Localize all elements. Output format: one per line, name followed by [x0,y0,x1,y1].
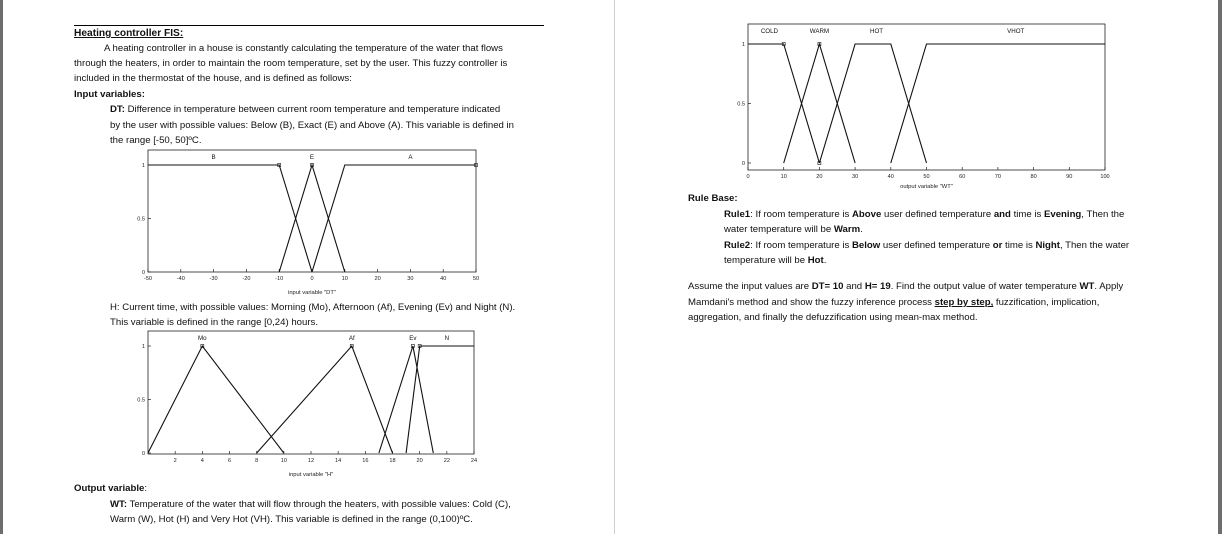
x-tick-label: 20 [816,174,823,180]
series-label-ev: Ev [409,335,417,342]
x-tick-label: 90 [1066,174,1073,180]
dt-description-line-2: by the user with possible values: Below (B), Exact (E) and Above (A). This variable is defined in [110,120,515,131]
plot-frame [148,150,476,272]
rule1-label: Rule1 [724,209,751,220]
x-axis-label: output variable "WT" [900,184,953,190]
y-tick-label: 0.5 [137,216,145,223]
x-tick-label: 30 [407,276,414,282]
rule-base-heading: Rule Base: [688,193,738,204]
wt-description-line-1 [110,497,511,512]
x-tick-label: 40 [440,276,447,282]
x-tick-label: 4 [200,458,204,464]
rule1-keyword-above: Above [851,209,882,220]
x-tick-label: -50 [143,276,153,282]
task-text-2: and [843,281,865,292]
task-text-5: Mamdani's method and show the fuzzy inference process [688,297,935,308]
x-tick-label: 8 [255,458,259,464]
x-tick-label: 16 [362,458,369,464]
rule2-keyword-below: Below [851,240,881,251]
x-tick-label: 0 [746,174,750,180]
membership-line-hot [819,44,926,163]
series-label-a: A [408,154,413,161]
h-label: H: [110,302,120,313]
series-label-af: Af [348,335,355,342]
y-tick-label: 0 [141,270,145,276]
x-tick-label: 70 [994,174,1002,180]
dt-description-line-1 [110,102,500,117]
dt-label: DT: [110,104,125,115]
membership-line-cold [748,44,819,163]
rule1-text-4: , Then the [1081,209,1125,220]
rule2-text-5: temperature will be [724,255,808,266]
x-tick-label: 10 [341,276,348,282]
x-tick-label: 20 [374,276,381,282]
rule1-keyword-warm: Warm [833,224,861,235]
y-tick-label: 0 [141,451,145,457]
task-wt-keyword: WT [1079,281,1095,292]
x-tick-label: 14 [335,458,342,464]
series-label-cold: COLD [760,28,779,35]
task-step-by-step: step by step, [934,297,994,308]
x-tick-label: 0 [310,276,314,282]
rule1-text-1: : If room temperature is [750,209,852,220]
task-line-2 [688,295,1099,310]
y-tick-label: 0.5 [137,397,145,404]
task-line-1 [688,279,1123,294]
membership-line-af [257,346,393,453]
x-tick-label: -10 [275,276,284,282]
rule2-label: Rule2 [724,240,751,251]
dt-description-line-3: the range [-50, 50]ºC. [110,135,202,146]
series-label-b: B [211,154,216,161]
x-tick-label: 30 [851,174,859,180]
x-tick-label: -20 [242,276,251,282]
x-tick-label: -30 [209,276,218,282]
series-label-vhot: VHOT [1007,28,1025,35]
membership-line-mo [148,346,284,453]
x-tick-label: 50 [923,174,930,180]
rule1-text-5: water temperature will be [724,224,834,235]
wt-label: WT: [110,499,128,510]
page-divider [614,0,615,534]
output-heading-text: Output variable [74,483,145,494]
y-tick-label: 1 [141,344,145,350]
x-axis-label: input variable "H" [288,472,334,478]
y-tick-label: 0.5 [737,101,745,108]
series-label-hot: HOT [869,28,884,35]
rule1-line-1 [724,207,1124,222]
intro-line-3: included in the thermostat of the house, and is defined as follows: [74,73,352,84]
task-text-3: . Find the output value of water temperature [890,281,1080,292]
x-tick-label: 40 [887,174,894,180]
membership-line-warm [784,44,855,163]
y-tick-label: 0 [741,161,745,167]
x-axis-label: input variable "DT" [288,290,336,296]
intro-line-2: through the heaters, in order to maintain the room temperature, set by the user. This fuzzy controller is [74,58,508,69]
series-label-n: N [444,335,450,342]
wt-description-line-2: Warm (W), Hot (H) and Very Hot (VH). This variable is defined in the range (0,100)ºC. [110,514,473,525]
x-tick-label: 12 [307,458,315,464]
wt-desc-1: Temperature of the water that will flow through the heaters, with possible values: Cold (C), [127,499,511,510]
intro-line-1: A heating controller in a house is constantly calculating the temperature of the water that flows [104,43,503,54]
h-desc-1: Current time, with possible values: Morning (Mo), Afternoon (Af), Evening (Ev) and Night (N). [119,302,516,313]
rule2-text-6: . [823,255,827,266]
rule2-text-4: , Then the water [1059,240,1130,251]
x-tick-label: 22 [443,458,450,464]
document-title: Heating controller FIS: [74,28,184,39]
x-tick-label: 10 [780,174,787,180]
x-tick-label: 18 [389,458,396,464]
h-description-line-2: This variable is defined in the range [0,24) hours. [110,317,318,328]
rule1-text-6: . [860,224,863,235]
rule1-keyword-and: and [993,209,1011,220]
x-tick-label: 24 [470,458,478,464]
x-tick-label: 80 [1030,174,1037,180]
x-tick-label: -40 [176,276,185,282]
rule1-line-2 [724,222,863,237]
x-tick-label: 6 [227,458,232,464]
rule2-keyword-or: or [992,240,1003,251]
membership-line-vhot [891,44,1105,163]
x-tick-label: 60 [959,174,966,180]
rule2-text-2: user defined temperature [880,240,993,251]
series-label-mo: Mo [198,335,207,342]
membership-line-a [312,165,476,272]
rule2-text-3: time is [1002,240,1036,251]
series-label-warm: WARM [809,28,830,35]
rule1-keyword-evening: Evening [1043,209,1082,220]
membership-line-ev [379,346,433,453]
x-tick-label: 100 [1100,174,1110,180]
y-tick-label: 1 [741,42,745,48]
task-text-1: Assume the input values are [688,281,812,292]
dt-desc-1: Difference in temperature between current room temperature and temperature indicated [124,104,501,115]
rule2-text-1: : If room temperature is [750,240,852,251]
rule2-line-2 [724,253,826,268]
h-description-line-1 [110,300,515,315]
rule2-keyword-night: Night [1035,240,1060,251]
rule1-text-3: time is [1010,209,1044,220]
left-window-edge [0,0,3,534]
x-tick-label: 2 [173,458,177,464]
x-tick-label: 10 [280,458,287,464]
task-text-6: fuzzification, implication, [993,297,1100,308]
task-h-value: H= 19 [864,281,891,292]
rule2-line-1 [724,238,1129,253]
membership-line-b [148,165,312,272]
rule1-text-2: user defined temperature [881,209,994,220]
series-label-e: E [309,154,315,161]
task-text-4: . Apply [1094,281,1124,292]
x-tick-label: 50 [472,276,480,282]
right-window-edge [1218,0,1222,534]
y-tick-label: 1 [141,163,145,169]
rule2-keyword-hot: Hot [807,255,824,266]
task-line-3: aggregation, and finally the defuzzification using mean-max method. [688,312,978,323]
membership-line-e [279,165,345,272]
task-dt-value: DT= 10 [811,281,844,292]
output-heading-colon: : [144,483,148,494]
input-variables-heading: Input variables: [74,89,145,100]
output-variable-heading [74,481,147,496]
x-tick-label: 20 [416,458,423,464]
